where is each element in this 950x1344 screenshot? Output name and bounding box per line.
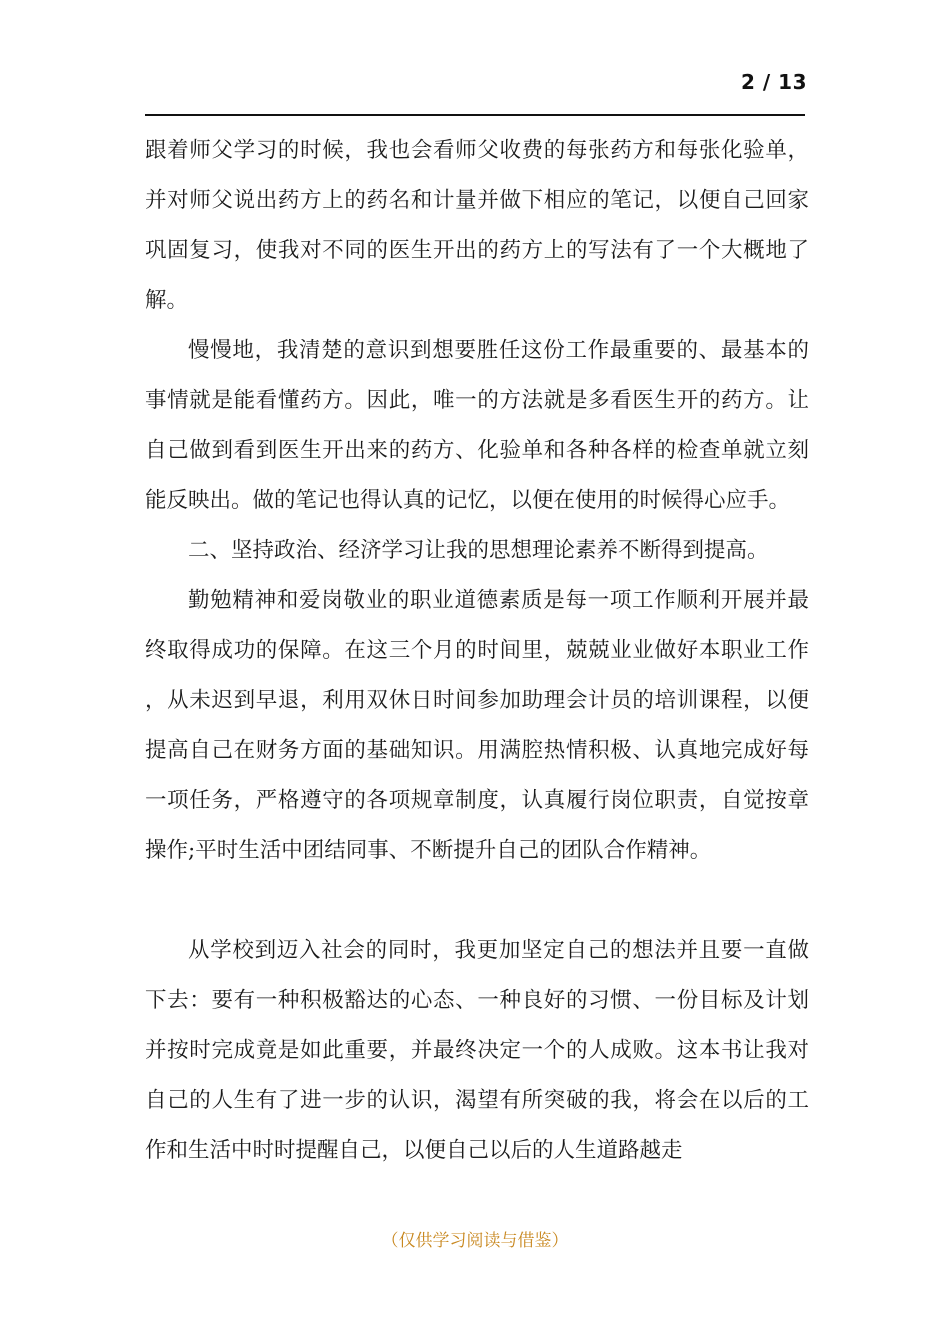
paragraph: 勤勉精神和爱岗敬业的职业道德素质是每一项工作顺利开展并最终取得成功的保障。在这三个月的时间里，兢兢业业做好本职业工作，从未迟到早退，利用双休日时间参加助理会计员的培训课程，以便提高自己在财务方面的基础知识。用满腔热情积极、认真地完成好每一项任务，严格遵守的各项规章制度，认真履行岗位职责，自觉按章操作;平时生活中团结同事、不断提升自己的团队合作精神。: [145, 588, 809, 863]
header-divider: [145, 114, 805, 116]
section-heading: 二、坚持政治、经济学习让我的思想理论素养不断得到提高。: [188, 538, 769, 563]
paragraph-continuation: 跟着师父学习的时候，我也会看师父收费的每张药方和每张化验单，并对师父说出药方上的药名和计量并做下相应的笔记，以便自己回家巩固复习，使我对不同的医生开出的药方上的写法有了一个大概地了解。: [145, 138, 809, 313]
paragraph: 从学校到迈入社会的同时，我更加坚定自己的想法并且要一直做下去：要有一种积极豁达的心态、一种良好的习惯、一份目标及计划并按时完成竟是如此重要，并最终决定一个的人成败。这本书让我对自己的人生有了进一步的认识，渴望有所突破的我，将会在以后的工作和生活中时时提醒自己，以便自己以后的人生道路越走: [145, 938, 809, 1163]
footer-note: （仅供学习阅读与借鉴）: [381, 1231, 569, 1251]
page-number: 2 / 13: [741, 70, 807, 94]
document-body: [145, 126, 809, 1176]
paragraph: 慢慢地，我清楚的意识到想要胜任这份工作最重要的、最基本的事情就是能看懂药方。因此，唯一的方法就是多看医生开的药方。让自己做到看到医生开出来的药方、化验单和各种各样的检查单就立刻能反映出。做的笔记也得认真的记忆，以便在使用的时候得心应手。: [145, 338, 809, 513]
